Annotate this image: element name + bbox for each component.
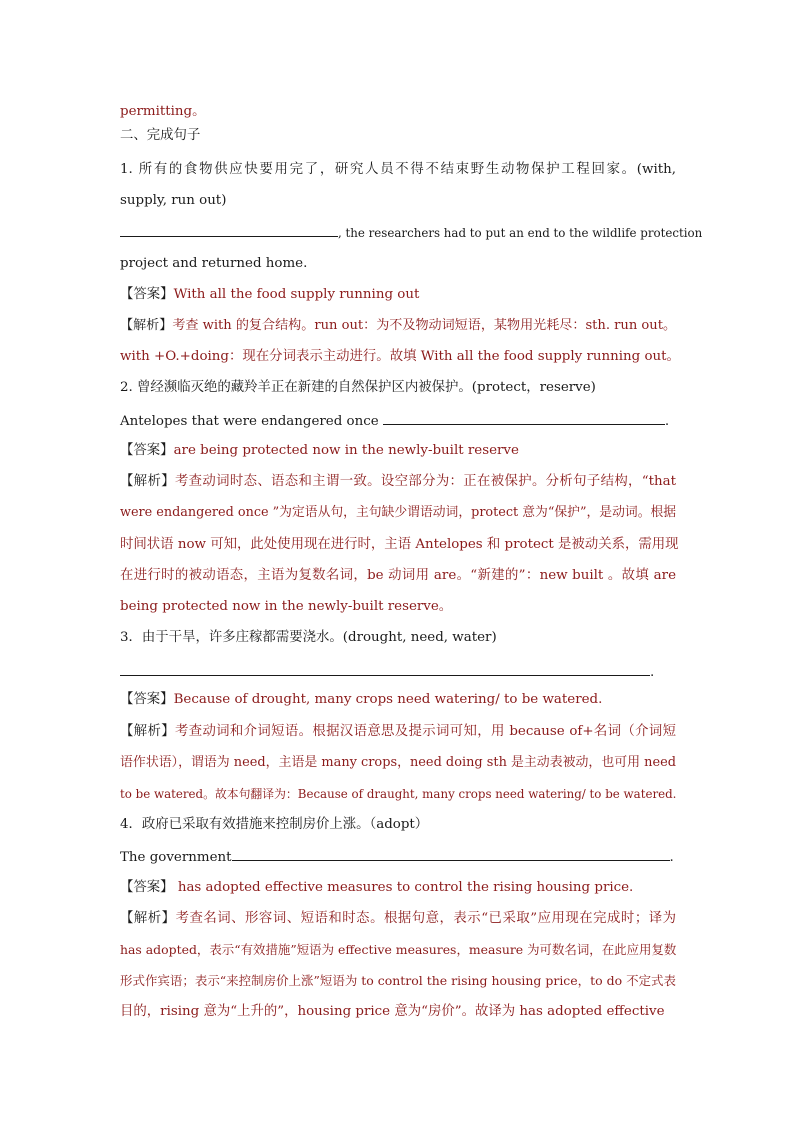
q2-prompt: 2. 曾经濒临灭绝的藏羚羊正在新建的自然保护区内被保护。(protect，reserve)	[120, 380, 596, 395]
q3-answer-blank[interactable]	[120, 661, 650, 676]
q4-sentence-end: .	[669, 850, 674, 865]
q2-sentence-text: Antelopes that were endangered once	[120, 414, 383, 429]
q4-analysis-cont: 形式作宾语；表示“来控制房价上涨”短语为 to control the rising housing price，to do 不定式表	[120, 973, 676, 988]
q1-analysis-text: 考查 with 的复合结构。run out：为不及物动词短语，某物用光耗尽：sth. run out。	[172, 318, 677, 333]
answer-label: 【答案】	[120, 287, 174, 302]
q2-answer-blank[interactable]	[383, 410, 665, 425]
analysis-label: 【解析】	[120, 724, 175, 739]
q2-sentence	[120, 410, 669, 432]
q1-analysis	[120, 316, 676, 336]
q1-sentence-cont: project and returned home.	[120, 256, 308, 271]
analysis-label: 【解析】	[120, 911, 176, 926]
answer-label: 【答案】	[120, 880, 174, 895]
q1-prompt: 1. 所有的食物供应快要用完了，研究人员不得不结束野生动物保护工程回家。(with,	[120, 162, 676, 177]
q4-answer	[120, 878, 633, 898]
q1-answer	[120, 285, 419, 305]
section-title: 二、完成句子	[120, 128, 201, 143]
answer-label: 【答案】	[120, 443, 174, 458]
q2-analysis	[120, 472, 676, 492]
q3-answer-text: Because of drought, many crops need watering/ to be watered.	[173, 692, 603, 707]
q4-sentence	[120, 846, 674, 868]
q3-answer	[120, 690, 602, 710]
q2-answer-text: are being protected now in the newly-built reserve	[173, 443, 519, 458]
q2-sentence-end: .	[664, 414, 670, 429]
analysis-label: 【解析】	[120, 318, 173, 333]
q4-answer-text: has adopted effective measures to control the rising housing price.	[173, 880, 634, 895]
q4-analysis-cont: 目的，rising 意为“上升的”，housing price 意为“房价”。故译为 has adopted effective	[120, 1004, 665, 1019]
q4-sentence-text: The government	[120, 850, 232, 865]
q1-sentence-text: , the researchers had to put an end to the wildlife protection	[338, 226, 703, 240]
q3-analysis-text: 考查动词和介词短语。根据汉语意思及提示词可知，用 because of+名词（介词短	[174, 724, 677, 739]
q2-analysis-text: 考查动词时态、语态和主谓一致。设空部分为：正在被保护。分析句子结构，“that	[174, 474, 677, 489]
q2-analysis-cont: 时间状语 now 可知，此处使用现在进行时，主语 Antelopes 和 protect 是被动关系，需用现	[120, 537, 679, 552]
q4-answer-blank[interactable]	[232, 846, 670, 861]
continued-text: permitting。	[120, 104, 206, 119]
q4-analysis-cont: has adopted，表示“有效措施”短语为 effective measures，measure 为可数名词，在此应用复数	[120, 942, 677, 957]
q1-sentence	[120, 222, 702, 243]
q2-analysis-cont: 在进行时的被动语态，主语为复数名词，be 动词用 are。“新建的”：new built 。故填 are	[120, 568, 676, 583]
q2-analysis-cont: were endangered once ”为定语从句，主句缺少谓语动词，protect 意为“保护”，是动词。根据	[120, 505, 677, 520]
q2-answer	[120, 441, 519, 461]
q3-sentence	[120, 661, 654, 683]
q1-prompt-cont: supply, run out)	[120, 193, 227, 208]
q4-analysis-text: 考查名词、形容词、短语和时态。根据句意，表示“已采取”应用现在完成时；译为	[175, 911, 676, 926]
q2-analysis-cont: being protected now in the newly-built reserve。	[120, 599, 453, 614]
q3-analysis	[120, 722, 676, 742]
q4-analysis	[120, 909, 676, 929]
q3-analysis-cont: to be watered。故本句翻译为：Because of draught, many crops need watering/ to be watered.	[120, 787, 677, 801]
q1-answer-text: With all the food supply running out	[173, 287, 420, 302]
q3-prompt: 3．由于干旱，许多庄稼都需要浇水。(drought, need, water)	[120, 630, 497, 645]
q1-analysis-cont: with +O.+doing：现在分词表示主动进行。故填 With all the food supply running out。	[120, 349, 680, 364]
q3-analysis-cont: 语作状语），谓语为 need，主语是 many crops，need doing sth 是主动表被动，也可用 need	[120, 755, 677, 770]
answer-label: 【答案】	[120, 692, 174, 707]
q3-sentence-end: .	[650, 665, 655, 680]
analysis-label: 【解析】	[120, 474, 175, 489]
q4-prompt: 4．政府已采取有效措施来控制房价上涨。（adopt）	[120, 817, 429, 832]
q1-answer-blank[interactable]	[120, 222, 338, 237]
